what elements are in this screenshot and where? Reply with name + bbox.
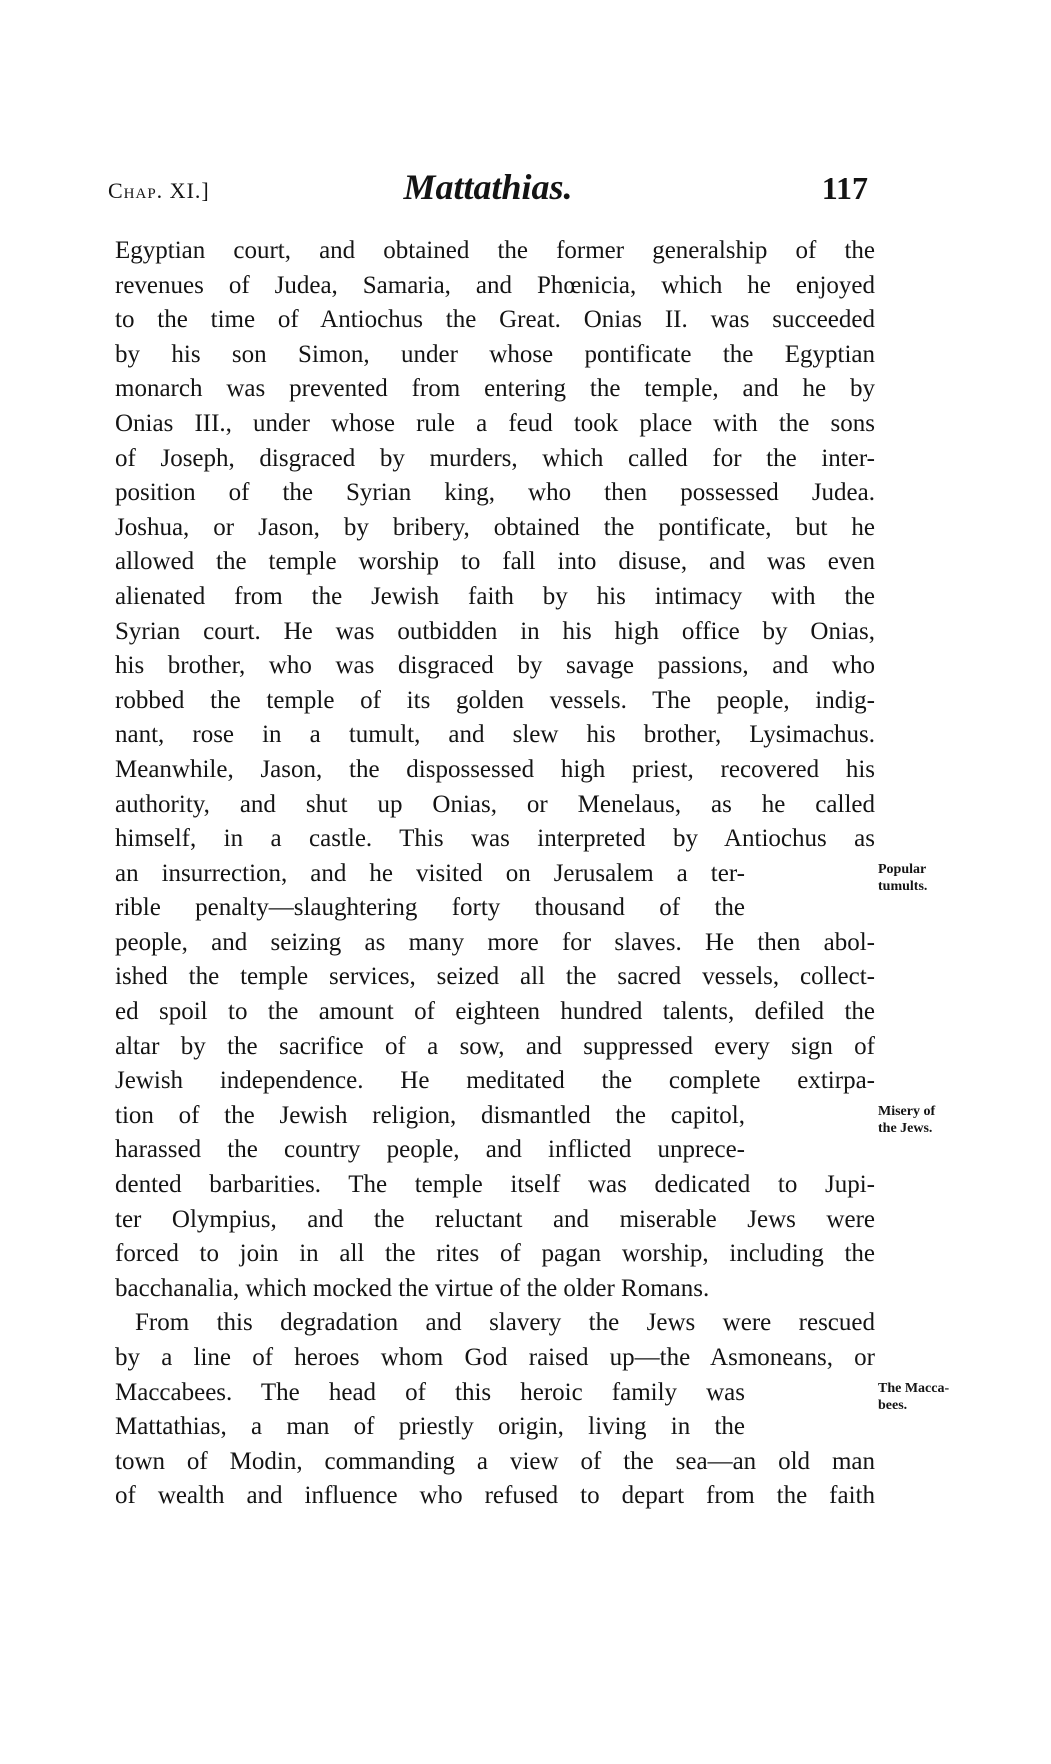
text-line: harassed the country people, and inflicted unprece- (115, 1136, 745, 1164)
text-line: ter Olympius, and the reluctant and miserable Jews were (115, 1205, 875, 1233)
text-line: an insurrection, and he visited on Jerusalem a ter- (115, 859, 745, 887)
text-line: Egyptian court, and obtained the former generalship of the (115, 237, 875, 264)
text-line: himself, in a castle. This was interpreted by Antiochus as (115, 825, 875, 853)
chapter-label: Chap. XI.] (108, 178, 210, 203)
text-line: Jewish independence. He meditated the complete extirpa- (115, 1067, 875, 1095)
text-line: Maccabees. The head of this heroic family was (115, 1378, 745, 1406)
text-line: of wealth and influence who refused to depart from the faith (115, 1482, 875, 1510)
margin-note-popular-tumults (878, 861, 988, 895)
text-line: by his son Simon, under whose pontificate the Egyptian (115, 340, 875, 368)
page-number: 117 (821, 170, 868, 206)
text-line: alienated from the Jewish faith by his intimacy with the (115, 582, 875, 610)
text-line: Syrian court. He was outbidden in his high office by Onias, (115, 617, 875, 645)
text-line: his brother, who was disgraced by savage passions, and who (115, 652, 875, 680)
margin-note-line: Popular (878, 862, 927, 877)
text-line: Onias III., under whose rule a feud took place with the sons (115, 409, 875, 437)
text-line: town of Modin, commanding a view of the sea—an old man (115, 1447, 875, 1475)
text-line: dented barbarities. The temple itself was dedicated to Jupi- (115, 1171, 875, 1199)
text-line: Joshua, or Jason, by bribery, obtained the pontificate, but he (115, 513, 875, 541)
text-line: monarch was prevented from entering the temple, and he by (115, 375, 875, 403)
margin-note-line: the Jews. (878, 1121, 933, 1136)
margin-note-misery-of-the-jews (878, 1103, 988, 1137)
margin-note-the-maccabees (878, 1380, 988, 1414)
body-text (115, 234, 950, 1514)
margin-note-line: The Macca- (878, 1381, 950, 1396)
margin-note-line: tumults. (878, 879, 928, 894)
text-line: ished the temple services, seized all the sacred vessels, collect- (115, 963, 875, 991)
text-line: forced to join in all the rites of pagan worship, including the (115, 1240, 875, 1268)
running-header (108, 167, 868, 212)
text-line: allowed the temple worship to fall into disuse, and was even (115, 548, 875, 576)
text-line: Meanwhile, Jason, the dispossessed high priest, recovered his (115, 755, 875, 783)
text-line: by a line of heroes whom God raised up—the Asmoneans, or (115, 1344, 875, 1371)
text-line: position of the Syrian king, who then possessed Judea. (115, 479, 875, 507)
text-line: Mattathias, a man of priestly origin, living in the (115, 1413, 745, 1441)
text-line: revenues of Judea, Samaria, and Phœnicia, which he enjoyed (115, 271, 875, 299)
text-line: altar by the sacrifice of a sow, and suppressed every sign of (115, 1032, 875, 1060)
text-line: robbed the temple of its golden vessels. The people, indig- (115, 686, 875, 714)
text-line: to the time of Antiochus the Great. Onias II. was succeeded (115, 306, 875, 334)
text-line: bacchanalia, which mocked the virtue of the older Romans. (115, 1274, 710, 1302)
text-line: tion of the Jewish religion, dismantled the capitol, (115, 1101, 745, 1129)
margin-note-line: bees. (878, 1398, 908, 1413)
text-line: ed spoil to the amount of eighteen hundred talents, defiled the (115, 998, 875, 1026)
text-line: of Joseph, disgraced by murders, which called for the inter- (115, 444, 875, 472)
text-line: rible penalty—slaughtering forty thousand of the (115, 894, 745, 922)
text-line: From this degradation and slavery the Jews were rescued (135, 1309, 875, 1337)
page-title: Mattathias. (403, 167, 573, 207)
text-line: authority, and shut up Onias, or Menelaus, as he called (115, 790, 875, 818)
margin-note-line: Misery of (878, 1104, 936, 1119)
text-line: nant, rose in a tumult, and slew his brother, Lysimachus. (115, 721, 875, 749)
text-line: people, and seizing as many more for slaves. He then abol- (115, 928, 875, 956)
